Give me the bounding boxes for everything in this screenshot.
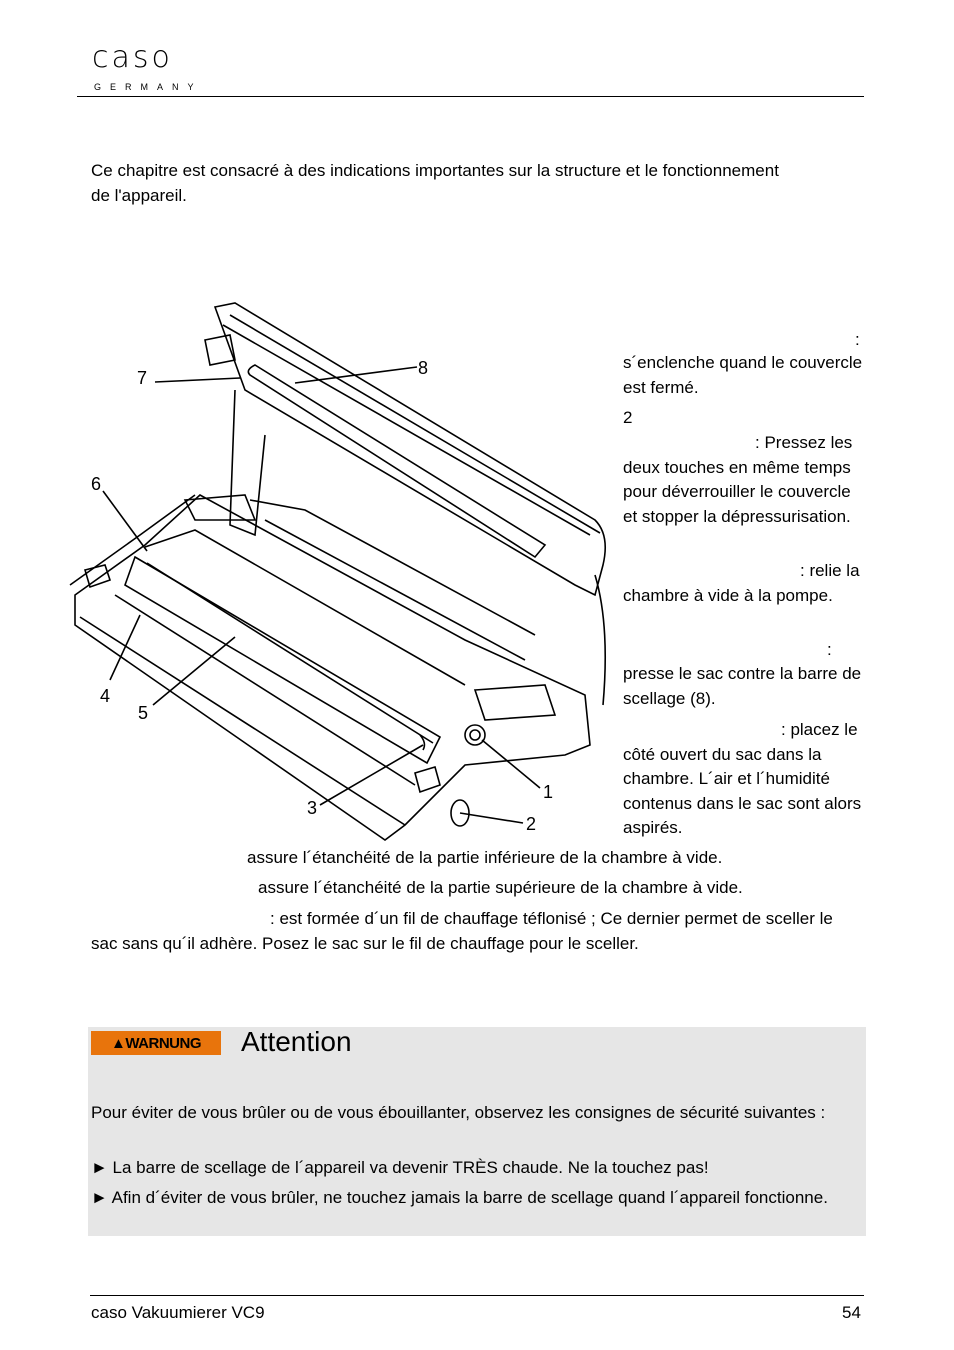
callout-5: 5	[138, 703, 149, 723]
callout-2: 2	[526, 814, 537, 834]
legend-item1-colon: :	[855, 330, 860, 349]
header-rule	[77, 96, 864, 97]
callout-4: 4	[100, 686, 111, 706]
callout-8: 8	[418, 358, 429, 378]
footer-title: caso Vakuumierer VC9	[91, 1303, 265, 1322]
item8-text: : est formée d´un fil de chauffage téflonisé ; Ce dernier permet de sceller le sac sans qu´il adhère. Posez le sac sur le fil de chauffage pour le sceller.	[91, 909, 833, 953]
warning-bullet-1: ► La barre de scellage de l´appareil va devenir TRÈS chaude. Ne la touchez pas!	[91, 1158, 709, 1177]
warning-lead: Pour éviter de vous brûler ou de vous ébouillanter, observez les consignes de sécurité suivantes :	[91, 1103, 826, 1122]
callout-3: 3	[307, 798, 318, 818]
item7-text: assure l´étanchéité de la partie supérieure de la chambre à vide.	[258, 878, 743, 897]
legend-item4-colon: :	[827, 640, 832, 659]
callout-6: 6	[91, 474, 102, 494]
logo-subtitle: GERMANY	[94, 82, 203, 92]
warning-bullet-2: ► Afin d´éviter de vous brûler, ne touchez jamais la barre de scellage quand l´appareil fonctionne.	[91, 1188, 828, 1207]
legend-item1-text: s´enclenche quand le couvercle est fermé.	[623, 353, 863, 397]
legend-item2-number: 2	[623, 408, 633, 427]
legend-item3-text: : relie la chambre à vide à la pompe.	[623, 561, 860, 605]
warning-title: Attention	[241, 1026, 352, 1057]
logo-wordmark: caso	[92, 40, 173, 75]
intro-text: Ce chapitre est consacré à des indications importantes sur la structure et le fonctionnement de l'appareil.	[91, 161, 779, 205]
callout-7: 7	[137, 368, 148, 388]
footer-rule	[90, 1295, 864, 1296]
legend-item5-text: : placez le côté ouvert du sac dans la chambre. L´air et l´humidité contenus dans le sac sont alors aspirés.	[623, 720, 862, 837]
callout-1: 1	[543, 782, 554, 802]
item6-text: assure l´étanchéité de la partie inférieure de la chambre à vide.	[247, 848, 723, 867]
page-number: 54	[842, 1303, 861, 1322]
legend-item4-text: presse le sac contre la barre de scellage (8).	[623, 664, 862, 708]
warning-badge: ▲WARNUNG	[91, 1031, 221, 1055]
legend-item2-text: : Pressez les deux touches en même temps pour déverrouiller le couvercle et stopper la dépressurisation.	[623, 433, 853, 526]
